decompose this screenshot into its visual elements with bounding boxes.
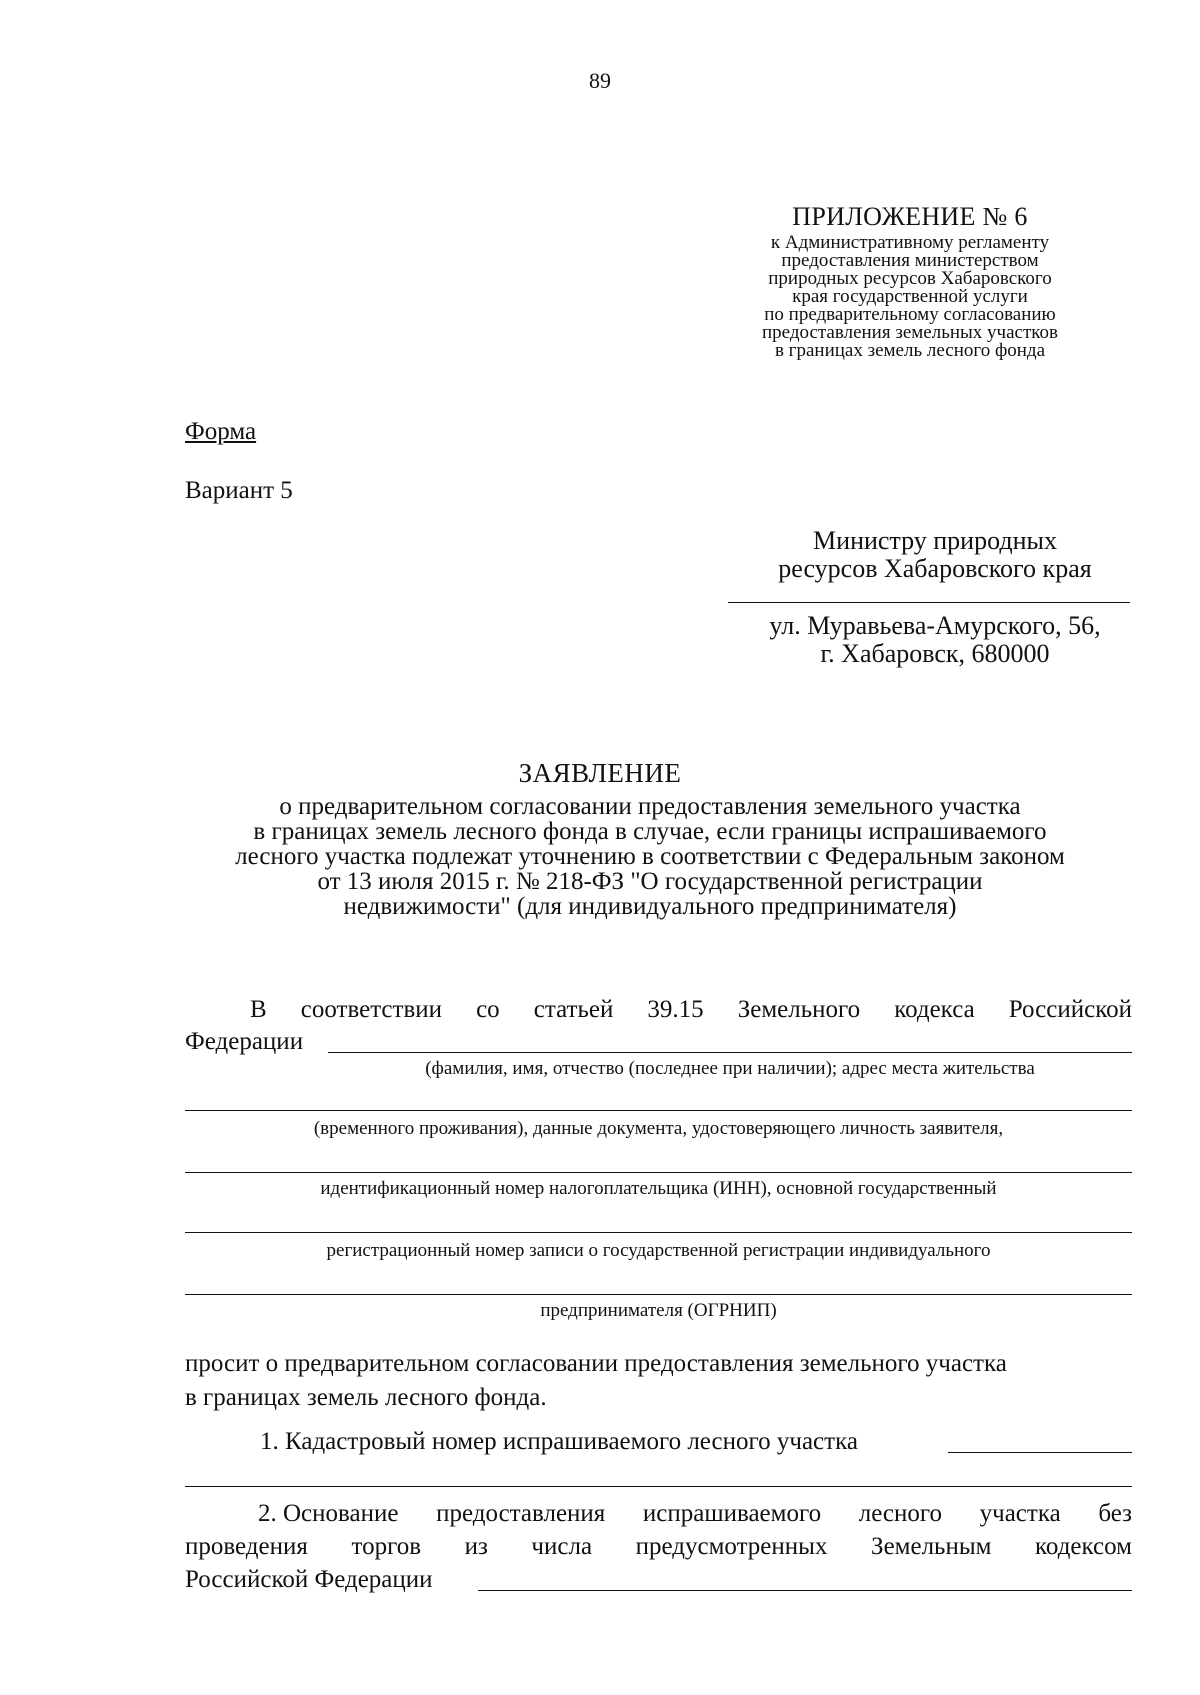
item-2-word: 2. Основание bbox=[258, 1500, 399, 1527]
field-caption: регистрационный номер записи о государственной регистрации индивидуального bbox=[326, 1240, 991, 1261]
field-caption: (фамилия, имя, отчество (последнее при наличии); адрес места жительства bbox=[425, 1058, 1035, 1079]
applicant-name-field[interactable] bbox=[328, 1052, 1132, 1053]
address-line: ул. Муравьева-Амурского, 56, bbox=[769, 611, 1101, 640]
request-line: в границах земель лесного фонда. bbox=[185, 1384, 547, 1411]
applicant-residence-field[interactable] bbox=[185, 1110, 1132, 1111]
addressee-line: ресурсов Хабаровского края bbox=[778, 554, 1092, 583]
intro-word: соответствии bbox=[300, 996, 443, 1023]
item-2-word: числа bbox=[531, 1533, 593, 1560]
item-2-line-3: Российской Федерации bbox=[185, 1566, 433, 1593]
appendix-line: природных ресурсов Хабаровского bbox=[768, 268, 1052, 289]
field-caption: предпринимателя (ОГРНИП) bbox=[540, 1300, 777, 1321]
address-block bbox=[725, 612, 1145, 668]
appendix-line: к Административному регламенту bbox=[770, 232, 1050, 253]
item-2-word: торгов bbox=[351, 1533, 421, 1560]
appendix-line: предоставления земельных участков bbox=[761, 322, 1059, 343]
request-line: просит о предварительном согласовании предоставления земельного участка bbox=[185, 1350, 1007, 1377]
applicant-ogrnip-field[interactable] bbox=[185, 1294, 1132, 1295]
field-caption: (временного проживания), данные документа, удостоверяющего личность заявителя, bbox=[313, 1118, 1004, 1139]
appendix-line: края государственной услуги bbox=[792, 286, 1028, 307]
intro-word: Земельного bbox=[737, 996, 861, 1023]
addressee-block bbox=[725, 527, 1145, 583]
intro-word: со bbox=[476, 996, 500, 1023]
federation-label: Федерации bbox=[185, 1028, 304, 1055]
applicant-inn-field[interactable] bbox=[185, 1172, 1132, 1173]
appendix-line: предоставления министерством bbox=[781, 250, 1039, 271]
appendix-title: ПРИЛОЖЕНИЕ № 6 bbox=[792, 202, 1028, 231]
variant-label: Вариант 5 bbox=[185, 477, 293, 504]
intro-word: В bbox=[250, 996, 267, 1023]
intro-word: статьей bbox=[533, 996, 614, 1023]
item-2-word: предоставления bbox=[436, 1500, 606, 1527]
subtitle-line: лесного участка подлежат уточнению в соответствии с Федеральным законом bbox=[235, 843, 1065, 870]
item-2-word: Земельным bbox=[871, 1533, 992, 1560]
appendix-line: в границах земель лесного фонда bbox=[774, 340, 1046, 361]
intro-line bbox=[250, 996, 1132, 1024]
item-2-word: кодексом bbox=[1035, 1533, 1132, 1560]
intro-word: кодекса bbox=[894, 996, 975, 1023]
subtitle-line: в границах земель лесного фонда в случае, если границы испрашиваемого bbox=[253, 818, 1047, 845]
address-line: г. Хабаровск, 680000 bbox=[820, 639, 1050, 668]
item-2-word: из bbox=[464, 1533, 488, 1560]
page-number: 89 bbox=[589, 68, 611, 93]
appendix-line: по предварительному согласованию bbox=[764, 304, 1056, 325]
basis-field[interactable] bbox=[478, 1590, 1132, 1591]
item-2-line-2 bbox=[185, 1533, 1132, 1561]
item-2-word: лесного bbox=[858, 1500, 943, 1527]
statement-title: ЗАЯВЛЕНИЕ bbox=[518, 758, 682, 788]
appendix-header bbox=[700, 200, 1120, 360]
field-caption: идентификационный номер налогоплательщика (ИНН), основной государственный bbox=[320, 1178, 997, 1199]
addressee-line: Министру природных bbox=[813, 526, 1057, 555]
subtitle-line: недвижимости" (для индивидуального предпринимателя) bbox=[343, 893, 957, 920]
item-2-line-1 bbox=[258, 1500, 1132, 1528]
subtitle-line: от 13 июля 2015 г. № 218-ФЗ "О государственной регистрации bbox=[317, 868, 983, 895]
intro-word: 39.15 bbox=[647, 996, 704, 1023]
item-2-word: без bbox=[1098, 1500, 1132, 1527]
form-label: Форма bbox=[185, 418, 257, 445]
cadastral-number-field[interactable] bbox=[948, 1452, 1132, 1453]
item-2-word: предусмотренных bbox=[635, 1533, 828, 1560]
cadastral-number-field-continued[interactable] bbox=[185, 1486, 1132, 1487]
subtitle-line: о предварительном согласовании предоставления земельного участка bbox=[279, 793, 1021, 820]
statement-subtitle bbox=[180, 794, 1120, 919]
item-2-word: участка bbox=[979, 1500, 1061, 1527]
item-2-word: проведения bbox=[185, 1533, 308, 1560]
addressee-underline bbox=[728, 602, 1130, 603]
item-2-word: испрашиваемого bbox=[642, 1500, 822, 1527]
item-1-label: 1. Кадастровый номер испрашиваемого лесного участка bbox=[260, 1428, 858, 1455]
intro-word: Российской bbox=[1008, 996, 1132, 1023]
applicant-ogrn-field[interactable] bbox=[185, 1232, 1132, 1233]
